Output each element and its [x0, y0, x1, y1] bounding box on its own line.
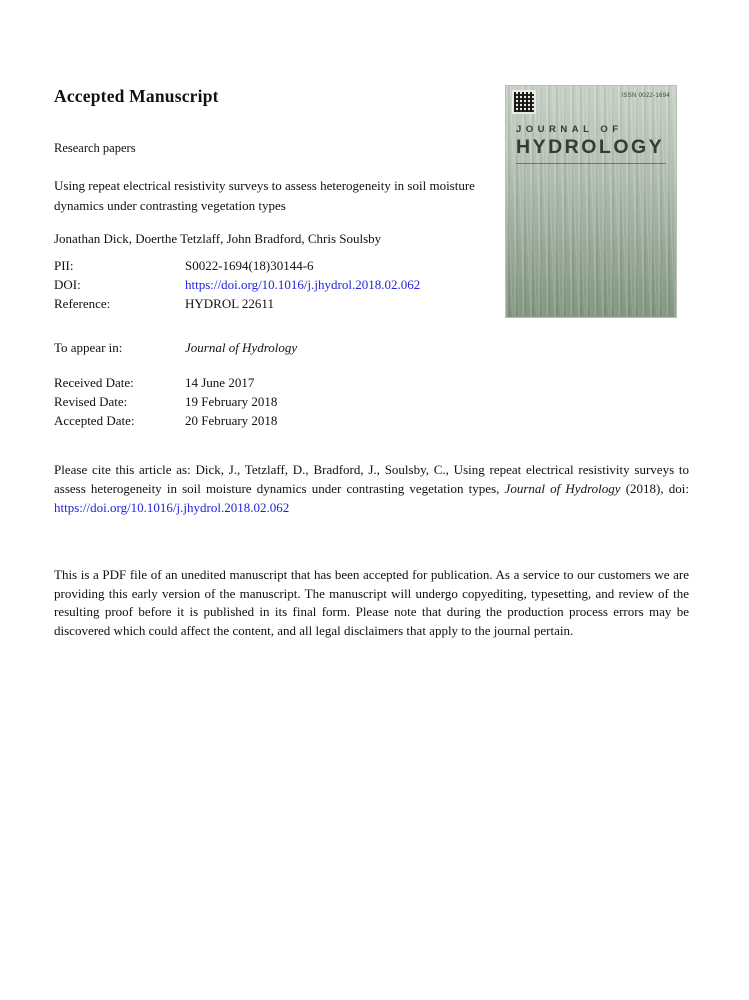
- citation-text-before: Please cite this article as: Dick, J., Tetzlaff, D., Bradford, J., Soulsby, C., Using repeat electrical resistivity surveys to assess heterogeneity in soil moisture dynamics under contrasting vegetation types,: [54, 462, 689, 496]
- cover-title-block: [516, 124, 666, 164]
- revised-label: Revised Date:: [54, 394, 128, 409]
- to-appear-value: Journal of Hydrology: [185, 340, 298, 355]
- cover-journal-of-text: JOURNAL OF: [516, 124, 623, 135]
- reference-value: HYDROL 22611: [185, 296, 274, 311]
- page-title: Accepted Manuscript: [54, 86, 219, 106]
- citation-journal-name: Journal of Hydrology: [504, 481, 621, 496]
- pii-label: PII:: [54, 258, 74, 273]
- article-title: Using repeat electrical resistivity surveys to assess heterogeneity in soil moisture dynamics under contrasting vegetation types: [54, 178, 475, 213]
- doi-label: DOI:: [54, 277, 81, 292]
- cover-topbar: [506, 86, 676, 116]
- received-value: 14 June 2017: [185, 375, 255, 390]
- citation-paragraph: [54, 460, 689, 517]
- meta-row-reference: [54, 296, 274, 312]
- authors-line: Jonathan Dick, Doerthe Tetzlaff, John Bradford, Chris Soulsby: [54, 231, 382, 246]
- citation-text-middle: (2018), doi:: [620, 481, 690, 496]
- revised-value: 19 February 2018: [185, 394, 278, 409]
- meta-row-pii: [54, 258, 314, 274]
- barcode-icon: [514, 92, 534, 112]
- cover-hydrology-text: HYDROLOGY: [516, 136, 665, 158]
- accepted-value: 20 February 2018: [185, 413, 278, 428]
- issn-text: ISSN 0022-1694: [621, 93, 670, 99]
- citation-doi-link[interactable]: https://doi.org/10.1016/j.jhydrol.2018.02.062: [54, 500, 290, 515]
- meta-row-to-appear: [54, 340, 297, 356]
- disclaimer-paragraph: This is a PDF file of an unedited manuscript that has been accepted for publication. As a service to our customers we are providing this early version of the manuscript. The manuscript will undergo copyediting, typesetting, and review of the resulting proof before it is published in its final form. Please note that during the production process errors may be discovered which could affect the content, and all legal disclaimers that apply to the journal pertain.: [54, 567, 689, 639]
- journal-cover: [505, 85, 677, 318]
- reference-label: Reference:: [54, 296, 111, 311]
- doi-link[interactable]: https://doi.org/10.1016/j.jhydrol.2018.02.062: [185, 277, 421, 292]
- meta-row-doi: [54, 277, 420, 293]
- pii-value: S0022-1694(18)30144-6: [185, 258, 314, 273]
- section-label: Research papers: [54, 141, 136, 155]
- accepted-label: Accepted Date:: [54, 413, 135, 428]
- to-appear-label: To appear in:: [54, 340, 123, 355]
- meta-row-received: [54, 375, 254, 391]
- received-label: Received Date:: [54, 375, 134, 390]
- meta-row-accepted: [54, 413, 277, 429]
- meta-row-revised: [54, 394, 277, 410]
